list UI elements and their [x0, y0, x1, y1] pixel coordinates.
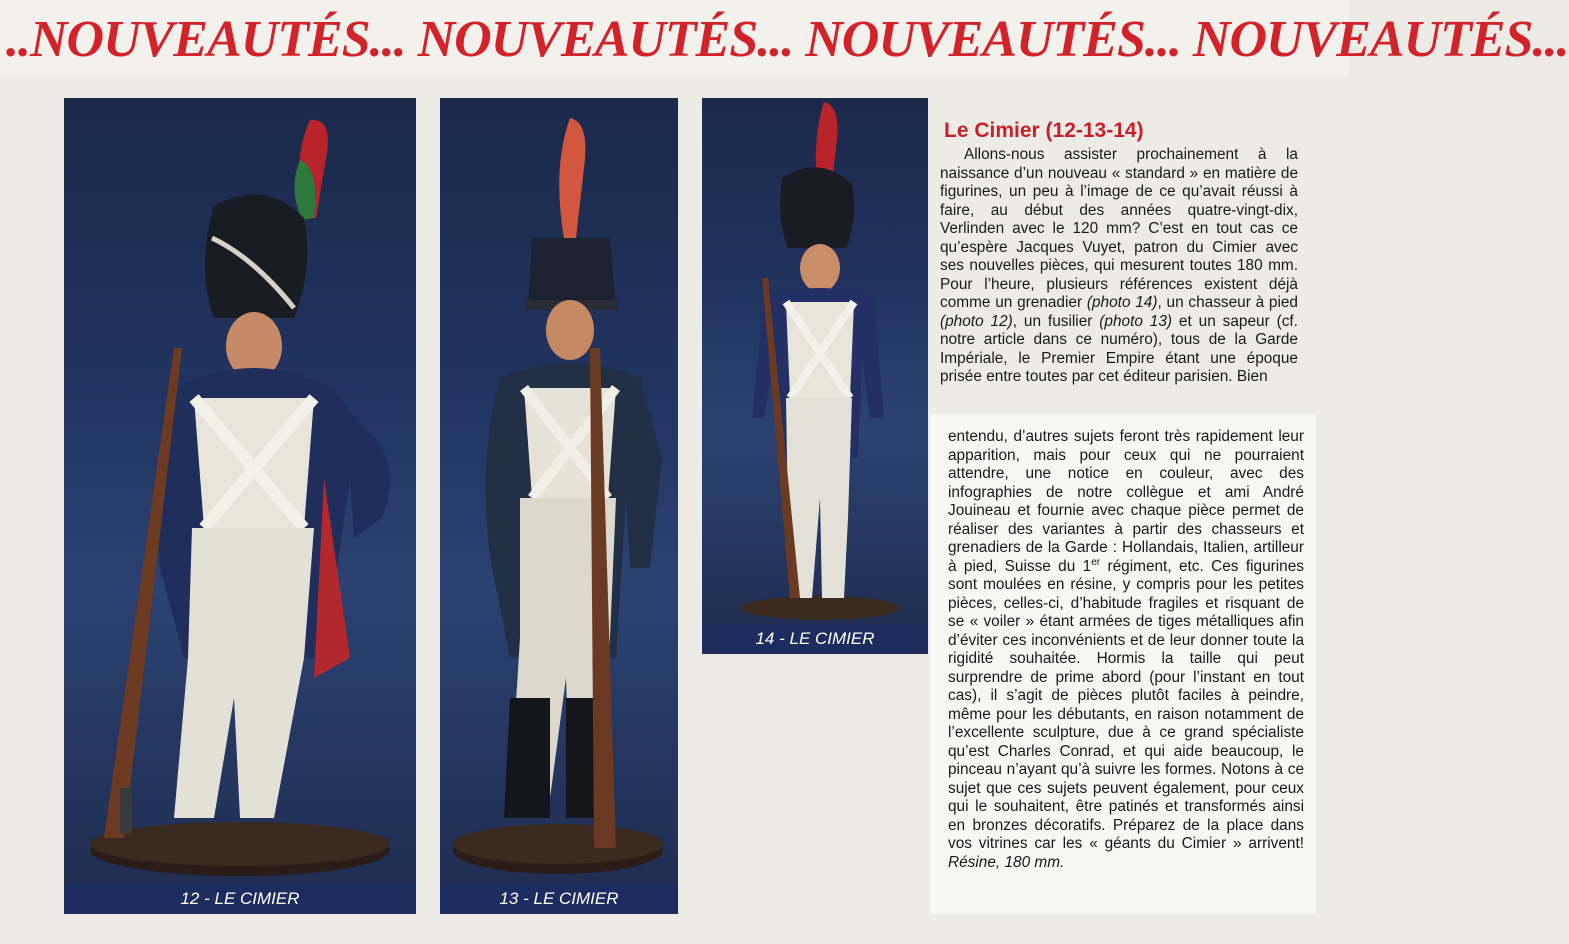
fusilier-figure-illustration [440, 98, 678, 884]
p1-text-c: , un fusilier [1012, 312, 1100, 330]
photo-12-reference: (photo 12) [940, 312, 1013, 330]
photo-12-grenadier-figure [64, 98, 416, 914]
photo-14-reference: (photo 14) [1086, 294, 1158, 311]
article-paragraph-1 [940, 146, 1298, 387]
photo-13-caption: 13 - LE CIMIER [440, 884, 678, 914]
article-paragraph-2 [948, 428, 1304, 872]
p1-text-d: et un sapeur (cf. notre article dans ce numéro), tous de la Garde Impériale, le Premier Empire étant une époque prisée entre toutes par cet éditeur parisien. Bien [940, 312, 1298, 385]
p2-text-b: régiment, etc. Ces figurines sont moulées en résine, y compris pour les petites pièces, celles-ci, d’habitude fragiles et risquant de se « voiler » étant armées de tiges métalliques afin d’éviter ces inconvénients et de leur donner toute la rigidité souhaitée. Hormis la taille qui peut surprendre de prime abord (pour l’instant en tout cas), il s’agit de pièces plutôt faciles à peindre, même pour les débutants, en raison notamment de l’excellente sculpture, due à ce grand spécialiste qu’est Charles Conrad, et qui aide beaucoup, le pinceau n’ayant qu’à suivre les formes. Notons à ce sujet que ces sujets peuvent également, pour ceux qui le souhaitent, être patinés et transformés ainsi en bronzes décoratifs. Préparez de la place dans vos vitrines car les « géants du Cimier » arrivent! [948, 557, 1304, 852]
photo-13-fusilier-figure [440, 98, 678, 914]
article-title: Le Cimier (12-13-14) [944, 119, 1144, 142]
p2-text-a: entendu, d’autres sujets feront très rapidement leur apparition, mais pour ceux qui ne pourraient attendre, une notice en couleur, avec des infographies de notre collègue et ami André Jouineau et fournie avec chaque pièce permet de réaliser des variantes à partir des chasseurs et grenadiers de la Garde : Hollandais, Italien, artilleur à pied, Suisse du 1 [948, 428, 1304, 575]
photo-13-reference: (photo 13) [1099, 312, 1173, 330]
banner-title: ..NOUVEAUTÉS... NOUVEAUTÉS... NOUVEAUTÉS... NOUVEAUTÉS... [6, 11, 1569, 68]
p1-text-a: Allons-nous assister prochainement à la naissance d’un nouveau « standard » en matière de figurines, un peu à l’image de ce qu’avait réussi à faire, au début des années quatre-vingt-dix, Verlinden avec le 120 mm? C’est en tout cas ce qu’espère Jacques Vuyet, patron du Cimier avec ses nouvelles pièces, qui mesurent toutes 180 mm. Pour l’heure, plusieurs références existent déjà comme un grenadier [940, 146, 1298, 311]
photo-14-grenadier-figure [702, 98, 928, 654]
ordinal-superscript: er [1091, 556, 1101, 568]
product-spec: Résine, 180 mm. [948, 853, 1065, 871]
p1-text-b: , un chasseur à pied [1157, 294, 1298, 311]
header-banner [0, 0, 1569, 78]
photo-12-caption: 12 - LE CIMIER [64, 884, 416, 914]
photo-14-caption: 14 - LE CIMIER [702, 624, 928, 654]
grenadier-small-figure-illustration [702, 98, 928, 624]
article [940, 118, 1304, 144]
grenadier-figure-illustration [64, 98, 416, 884]
